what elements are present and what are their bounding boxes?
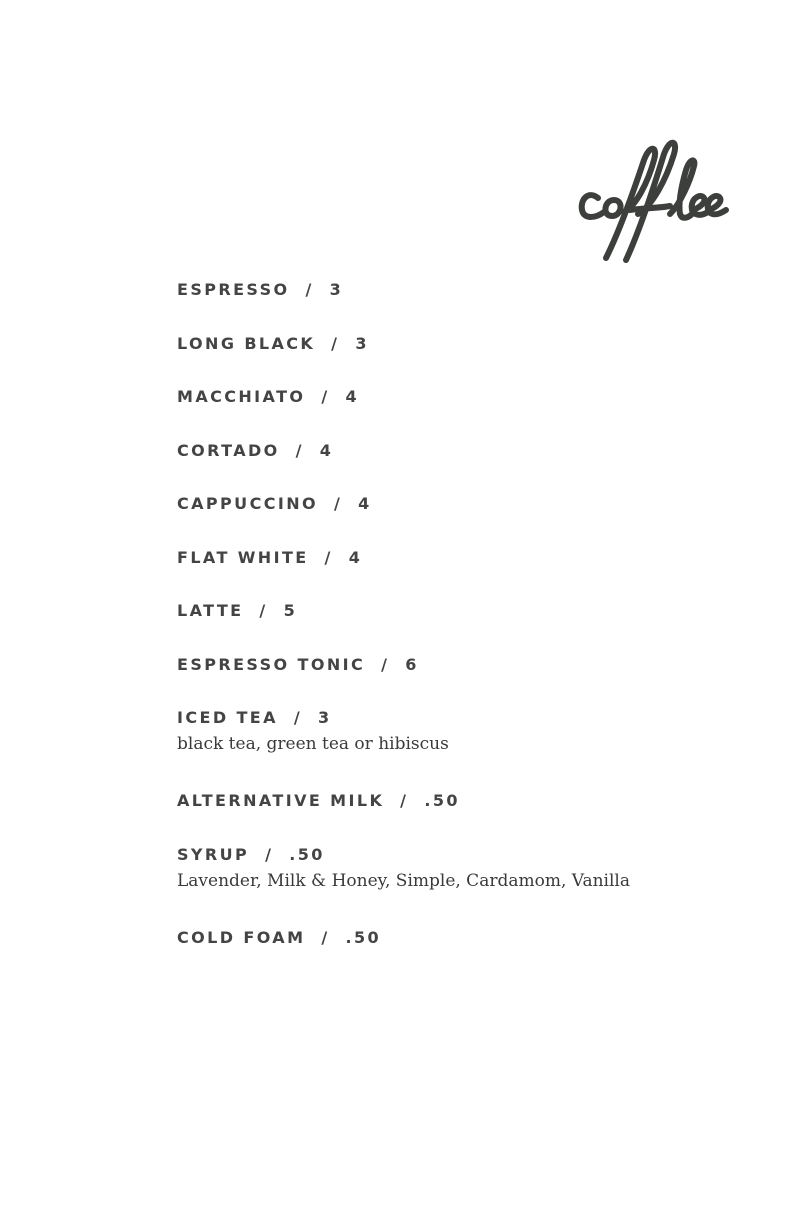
menu-item-title: MACCHIATO / 4 (177, 387, 360, 406)
menu-item-flat-white (177, 547, 697, 569)
menu-item-title: ICED TEA / 3 (177, 708, 332, 727)
menu-item-title: ALTERNATIVE MILK / .50 (177, 791, 460, 810)
menu-item-title: COLD FOAM / .50 (177, 927, 382, 947)
menu-heading-script (570, 130, 740, 270)
menu-item-title: CAPPUCCINO / 4 (177, 494, 372, 513)
menu-item-espresso-tonic (177, 654, 697, 676)
menu-item-iced-tea (177, 707, 697, 756)
menu-item-title: LATTE / 5 (177, 601, 298, 620)
menu-item-macchiato (177, 386, 697, 408)
menu-item-espresso (177, 279, 697, 301)
menu-item-cold-foam (177, 927, 697, 949)
menu-item-cortado (177, 440, 697, 462)
menu-item-long-black (177, 333, 697, 355)
menu-item-title: SYRUP / .50 (177, 844, 325, 864)
menu-item-title: FLAT WHITE / 4 (177, 547, 363, 567)
coffee-script-logo (570, 130, 740, 270)
menu-list (177, 279, 697, 949)
menu-item-description: black tea, green tea or hibiscus (177, 734, 449, 754)
menu-item-description: Lavender, Milk & Honey, Simple, Cardamom, Vanilla (177, 870, 630, 891)
menu-item-latte (177, 600, 697, 622)
menu-item-title: ESPRESSO / 3 (177, 280, 344, 299)
menu-item-title: LONG BLACK / 3 (177, 333, 369, 353)
menu-item-title: ESPRESSO TONIC / 6 (177, 654, 419, 674)
menu-item-alternative-milk (177, 790, 697, 812)
menu-item-cappuccino (177, 493, 697, 515)
menu-item-syrup (177, 844, 697, 893)
menu-item-title: CORTADO / 4 (177, 440, 334, 460)
